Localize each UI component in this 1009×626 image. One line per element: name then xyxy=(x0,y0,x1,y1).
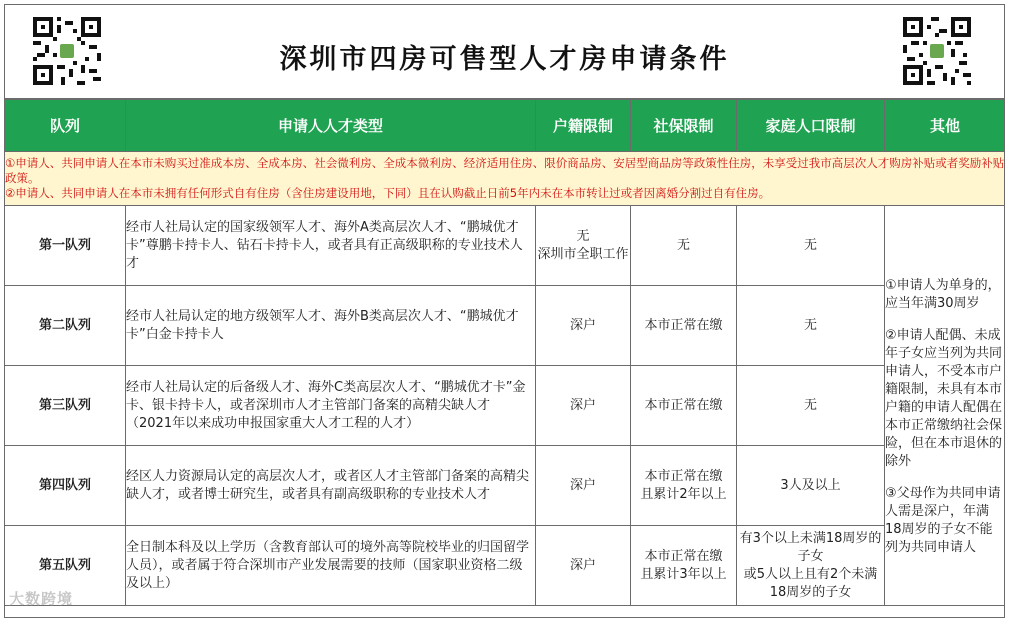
talent-cell: 经市人社局认定的地方级领军人才、海外B类高层次人才、“鹏城优才卡”白金卡持卡人 xyxy=(126,286,536,366)
social-cell: 无 xyxy=(631,206,737,286)
hukou-cell: 深户 xyxy=(536,526,631,606)
family-cell: 3人及以上 xyxy=(737,446,885,526)
hukou-cell: 深户 xyxy=(536,286,631,366)
social-text: 本市正常在缴 xyxy=(644,468,723,484)
page-title: 深圳市四房可售型人才房申请条件 xyxy=(279,44,730,75)
family-cell: 无 xyxy=(737,366,885,446)
header-family: 家庭人口限制 xyxy=(737,100,885,152)
talent-cell: 经市人社局认定的国家级领军人才、海外A类高层次人才、“鹏城优才卡”尊鹏卡持卡人、钻石卡持卡人，或者具有正高级职称的专业技术人才 xyxy=(126,206,536,286)
title-bar xyxy=(5,5,1004,99)
qr-code-icon xyxy=(903,17,971,85)
table-row xyxy=(5,206,1006,286)
conditions-table xyxy=(4,99,1005,606)
note-1: ①申请人、共同申请人在本市未购买过准成本房、全成本房、社会微利房、全成本微利房、经济适用住房、限价商品房、安居型商品房等政策性住房，未享受过我市高层次人才购房补贴或者奖励补贴政策。 xyxy=(5,156,1005,185)
header-other: 其他 xyxy=(885,100,1006,152)
notes-cell xyxy=(5,152,1006,206)
table-row xyxy=(5,286,1006,366)
tier-cell: 第二队列 xyxy=(5,286,126,366)
social-cell: 本市正常在缴 xyxy=(631,366,737,446)
hukou-text-secondary: 深圳市全职工作 xyxy=(537,246,629,262)
talent-cell: 经区人力资源局认定的高层次人才，或者区人才主管部门备案的高精尖缺人才，或者博士研究生，或者具有副高级职称的专业技术人才 xyxy=(126,446,536,526)
tier-cell: 第三队列 xyxy=(5,366,126,446)
table-row xyxy=(5,446,1006,526)
family-cell: 无 xyxy=(737,286,885,366)
tier-cell: 第一队列 xyxy=(5,206,126,286)
family-cell: 无 xyxy=(737,206,885,286)
hukou-text: 无 xyxy=(576,228,590,244)
family-cell: 有3个以上未满18周岁的子女 或5人以上且有2个未满18周岁的子女 xyxy=(737,526,885,606)
header-social-security: 社保限制 xyxy=(631,100,737,152)
tier-cell: 第四队列 xyxy=(5,446,126,526)
other-item-3: ③父母作为共同申请人需是深户，年满18周岁的子女不能列为共同申请人 xyxy=(885,485,1001,555)
social-text-secondary: 且累计2年以上 xyxy=(640,486,727,502)
hukou-cell: 深户 xyxy=(536,366,631,446)
policy-sheet xyxy=(4,4,1005,618)
other-item-1: ①申请人为单身的，应当年满30周岁 xyxy=(885,277,1001,311)
social-text: 本市正常在缴 xyxy=(644,548,723,564)
social-cell: 本市正常在缴 xyxy=(631,286,737,366)
header-tier: 队列 xyxy=(5,100,126,152)
social-cell xyxy=(631,446,737,526)
other-item-2: ②申请人配偶、未成年子女应当列为共同申请人，不受本市户籍限制，未具有本市户籍的申请人配偶在本市正常缴纳社会保险，但在本市退休的除外 xyxy=(885,327,1003,469)
hukou-cell xyxy=(536,206,631,286)
talent-cell: 全日制本科及以上学历（含教育部认可的境外高等院校毕业的归国留学人员），或者属于符合深圳市产业发展需要的技师（国家职业资格二级及以上） xyxy=(126,526,536,606)
tier-cell: 第五队列 xyxy=(5,526,126,606)
table-row xyxy=(5,526,1006,606)
talent-cell: 经市人社局认定的后备级人才、海外C类高层次人才、“鹏城优才卡”金卡、银卡持卡人，或者深圳市人才主管部门备案的高精尖缺人才（2021年以来成功申报国家重大人才工程的人才） xyxy=(126,366,536,446)
header-hukou: 户籍限制 xyxy=(536,100,631,152)
notes-row xyxy=(5,152,1006,206)
hukou-cell: 深户 xyxy=(536,446,631,526)
table-header-row xyxy=(5,100,1006,152)
note-2: ②申请人、共同申请人在本市未拥有任何形式自有住房（含住房建设用地，下同）且在认购截止日前5年内未在本市转让过或者因离婚分割过自有住房。 xyxy=(5,186,771,200)
header-talent-type: 申请人人才类型 xyxy=(126,100,536,152)
social-text-secondary: 且累计3年以上 xyxy=(640,566,727,582)
qr-logo-icon xyxy=(928,42,946,60)
table-row xyxy=(5,366,1006,446)
watermark: 大数跨境 xyxy=(9,590,74,608)
social-cell xyxy=(631,526,737,606)
other-cell xyxy=(885,206,1006,606)
